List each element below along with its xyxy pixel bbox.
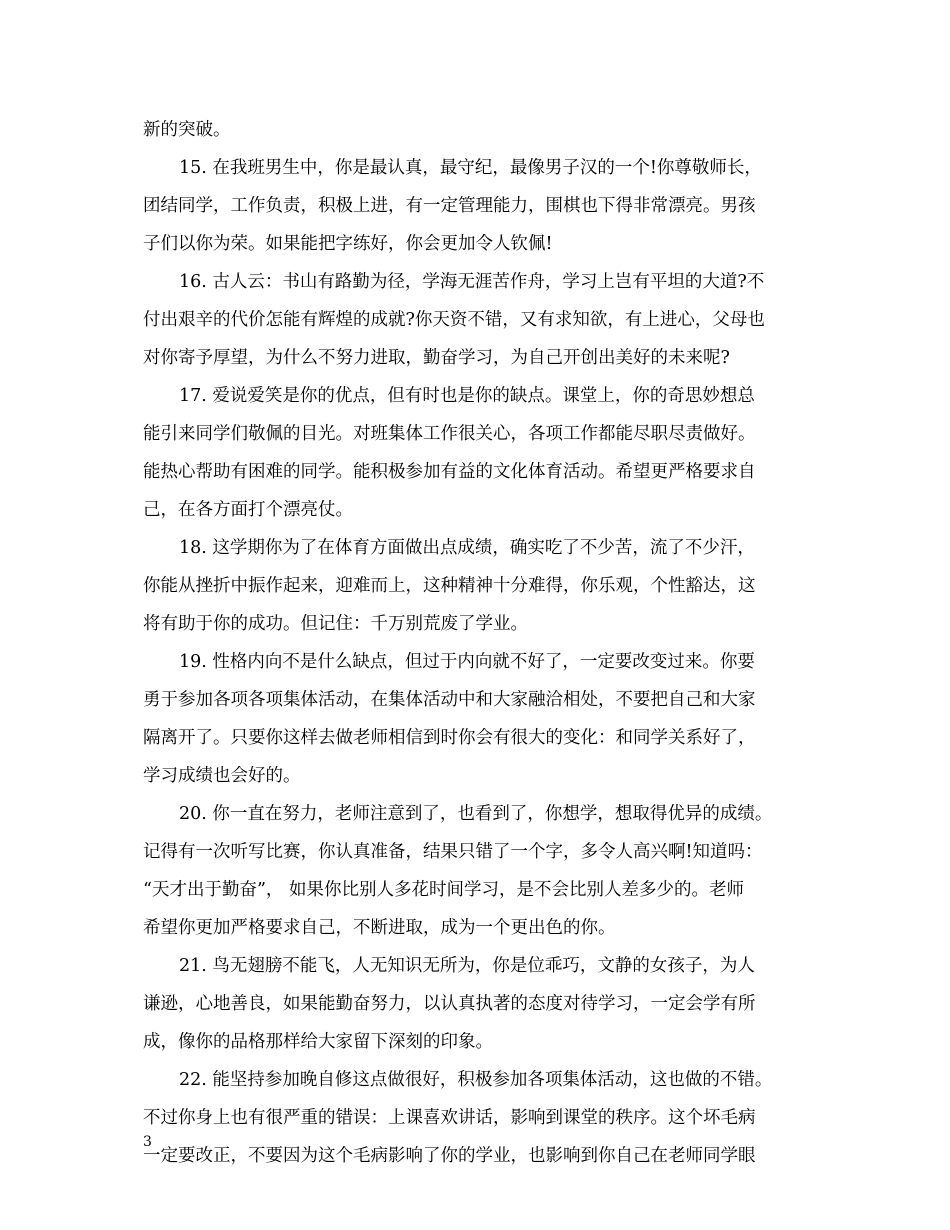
paragraph-line: 18. 这学期你为了在体育方面做出点成绩，确实吃了不少苦，流了不少汗， xyxy=(179,538,755,558)
paragraph-line: 勇于参加各项各项集体活动，在集体活动中和大家融洽相处，不要把自己和大家 xyxy=(143,690,756,710)
paragraph-line: 己，在各方面打个漂亮仗。 xyxy=(143,500,353,520)
paragraph-line: 不过你身上也有很严重的错误：上课喜欢讲话，影响到课堂的秩序。这个坏毛病 xyxy=(143,1108,756,1128)
paragraph-line: 一定要改正，不要因为这个毛病影响了你的学业，也影响到你自己在老师同学眼 xyxy=(143,1146,756,1166)
paragraph-line: 付出艰辛的代价怎能有辉煌的成就?你天资不错，又有求知欲，有上进心，父母也 xyxy=(143,310,765,330)
paragraph-line: 能热心帮助有困难的同学。能积极参加有益的文化体育活动。希望更严格要求自 xyxy=(143,462,756,482)
paragraph-15 xyxy=(143,149,823,263)
paragraph-22 xyxy=(143,1061,823,1175)
document-body xyxy=(143,111,823,1175)
paragraph-19 xyxy=(143,643,823,795)
continuation-line: 新的突破。 xyxy=(143,120,231,140)
paragraph-line: 15. 在我班男生中，你是最认真，最守纪，最像男子汉的一个!你尊敬师长， xyxy=(179,158,762,178)
paragraph-line: 隔离开了。只要你这样去做老师相信到时你会有很大的变化：和同学关系好了， xyxy=(143,728,756,748)
paragraph-line: 谦逊，心地善良，如果能勤奋努力，以认真执著的态度对待学习，一定会学有所 xyxy=(143,994,756,1014)
paragraph-line: 子们以你为荣。如果能把字练好，你会更加令人钦佩! xyxy=(143,234,553,254)
paragraph-line: 你能从挫折中振作起来，迎难而上，这种精神十分难得，你乐观，个性豁达，这 xyxy=(143,576,756,596)
paragraph-line: 22. 能坚持参加晚自修这点做很好，积极参加各项集体活动，这也做的不错。 xyxy=(179,1070,773,1090)
paragraph-line: 记得有一次听写比赛，你认真准备，结果只错了一个字，多令人高兴啊!知道吗： xyxy=(143,842,763,862)
paragraph-line: 能引来同学们敬佩的目光。对班集体工作很关心，各项工作都能尽职尽责做好。 xyxy=(143,424,756,444)
paragraph-line: 对你寄予厚望，为什么不努力进取，勤奋学习，为自己开创出美好的未来呢? xyxy=(143,348,730,368)
paragraph-16 xyxy=(143,263,823,377)
paragraph-line: 19. 性格内向不是什么缺点，但过于内向就不好了，一定要改变过来。你要 xyxy=(179,652,755,672)
paragraph-20 xyxy=(143,795,823,947)
paragraph-line: 17. 爱说爱笑是你的优点，但有时也是你的缺点。课堂上，你的奇思妙想总 xyxy=(179,386,755,406)
paragraph-line: 21. 鸟无翅膀不能飞，人无知识无所为，你是位乖巧，文静的女孩子，为人 xyxy=(179,956,755,976)
paragraph-line: 20. 你一直在努力，老师注意到了，也看到了，你想学，想取得优异的成绩。 xyxy=(179,804,773,824)
paragraph-line: 学习成绩也会好的。 xyxy=(143,766,301,786)
paragraph-line: 将有助于你的成功。但记住：千万别荒废了学业。 xyxy=(143,614,528,634)
page-number: 3 xyxy=(143,1134,152,1150)
paragraph-line: 希望你更加严格要求自己，不断进取，成为一个更出色的你。 xyxy=(143,918,616,938)
paragraph-18 xyxy=(143,529,823,643)
paragraph-line: 成，像你的品格那样给大家留下深刻的印象。 xyxy=(143,1032,493,1052)
paragraph-line: 16. 古人云：书山有路勤为径，学海无涯苦作舟，学习上岂有平坦的大道?不 xyxy=(179,272,765,292)
paragraph-21 xyxy=(143,947,823,1061)
paragraph-line: “天才出于勤奋”， 如果你比别人多花时间学习，是不会比别人差多少的。老师 xyxy=(143,880,744,900)
paragraph-line: 团结同学，工作负责，积极上进，有一定管理能力，围棋也下得非常漂亮。男孩 xyxy=(143,196,756,216)
paragraph-17 xyxy=(143,377,823,529)
